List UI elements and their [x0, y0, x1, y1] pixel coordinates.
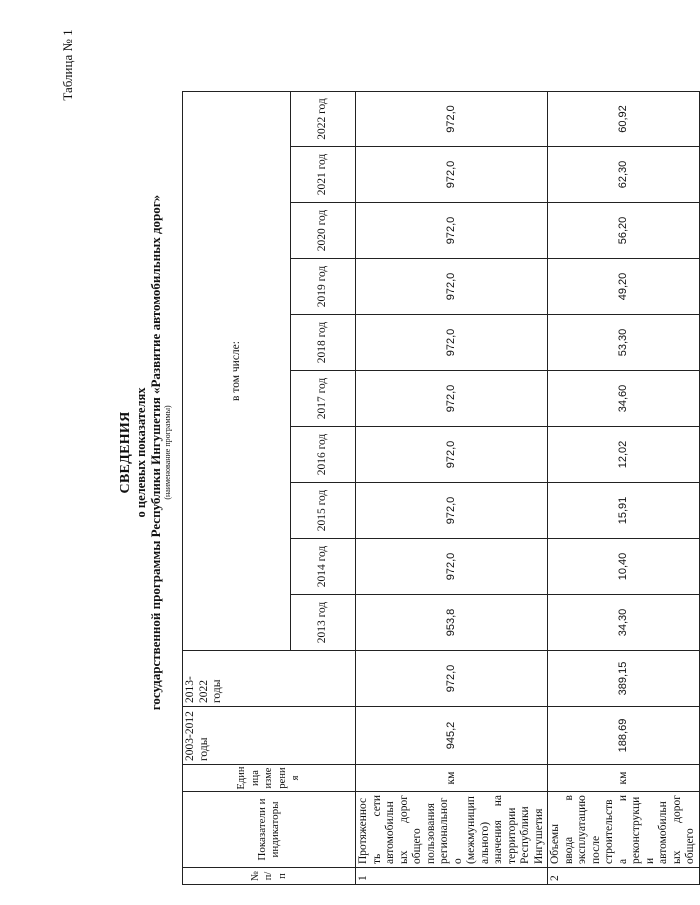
row-value-year: 62,30: [548, 147, 700, 203]
header-year: 2022 год: [291, 92, 356, 147]
table-number-label: Таблица № 1: [60, 29, 75, 101]
row-value-year: 49,20: [548, 259, 700, 315]
indicators-table: [182, 91, 700, 885]
row-value-year: 53,30: [548, 315, 700, 371]
row-value-year: 972,0: [356, 483, 548, 539]
row-value-year: 56,20: [548, 203, 700, 259]
row-unit: км: [356, 765, 548, 792]
header-2013-2022: 2013-2022 годы: [183, 651, 356, 707]
row-value-2013-2022: 389,15: [548, 651, 700, 707]
header-year: 2018 год: [291, 315, 356, 371]
document-subtitle: о целевых показателях: [134, 387, 148, 518]
header-year: 2013 год: [291, 595, 356, 651]
row-indicator-name: Протяженность сети автомобильных дорог общего пользования регионального (межмуниципального) значения на территории Республики Ингушетия: [356, 792, 548, 868]
header-unit: Единица измерения: [183, 765, 356, 792]
row-value-year: 972,0: [356, 203, 548, 259]
row-value-year: 972,0: [356, 147, 548, 203]
row-value-year: 34,60: [548, 371, 700, 427]
row-unit: км: [548, 765, 700, 792]
header-year: 2020 год: [291, 203, 356, 259]
document-title: СВЕДЕНИЯ: [118, 411, 133, 494]
row-value-year: 34,30: [548, 595, 700, 651]
header-year: 2014 год: [291, 539, 356, 595]
row-value-2003-2012: 188,69: [548, 707, 700, 765]
row-value-year: 972,0: [356, 92, 548, 147]
program-note: (наименование программы): [163, 405, 172, 500]
header-year: 2021 год: [291, 147, 356, 203]
program-name: государственной программы Республики Ингушетия «Развитие автомобильных дорог»: [148, 194, 163, 711]
table-row: [548, 92, 700, 885]
document-titles: [118, 0, 172, 905]
row-value-year: 953,8: [356, 595, 548, 651]
header-row-1: [183, 92, 291, 885]
row-value-year: 60,92: [548, 92, 700, 147]
header-in-that-number: в том числе:: [183, 92, 291, 651]
row-value-year: 12,02: [548, 427, 700, 483]
row-value-year: 10,40: [548, 539, 700, 595]
row-value-year: 15,91: [548, 483, 700, 539]
row-value-year: 972,0: [356, 427, 548, 483]
header-indicator: Показатели и индикаторы: [183, 792, 356, 868]
header-2003-2012: 2003-2012 годы: [183, 707, 356, 765]
header-no: № п/п: [183, 868, 356, 885]
row-indicator-name: Объемы ввода в эксплуатацию после строительства и реконструкции автомобильных дорог общего: [548, 792, 700, 868]
row-number: 1: [356, 868, 548, 885]
row-value-year: 972,0: [356, 315, 548, 371]
row-value-year: 972,0: [356, 539, 548, 595]
header-year: 2017 год: [291, 371, 356, 427]
header-year: 2016 год: [291, 427, 356, 483]
row-value-year: 972,0: [356, 259, 548, 315]
row-number: 2: [548, 868, 700, 885]
row-value-2013-2022: 972,0: [356, 651, 548, 707]
row-value-year: 972,0: [356, 371, 548, 427]
header-year: 2019 год: [291, 259, 356, 315]
row-value-2003-2012: 945,2: [356, 707, 548, 765]
table-row: [356, 92, 548, 885]
header-year: 2015 год: [291, 483, 356, 539]
